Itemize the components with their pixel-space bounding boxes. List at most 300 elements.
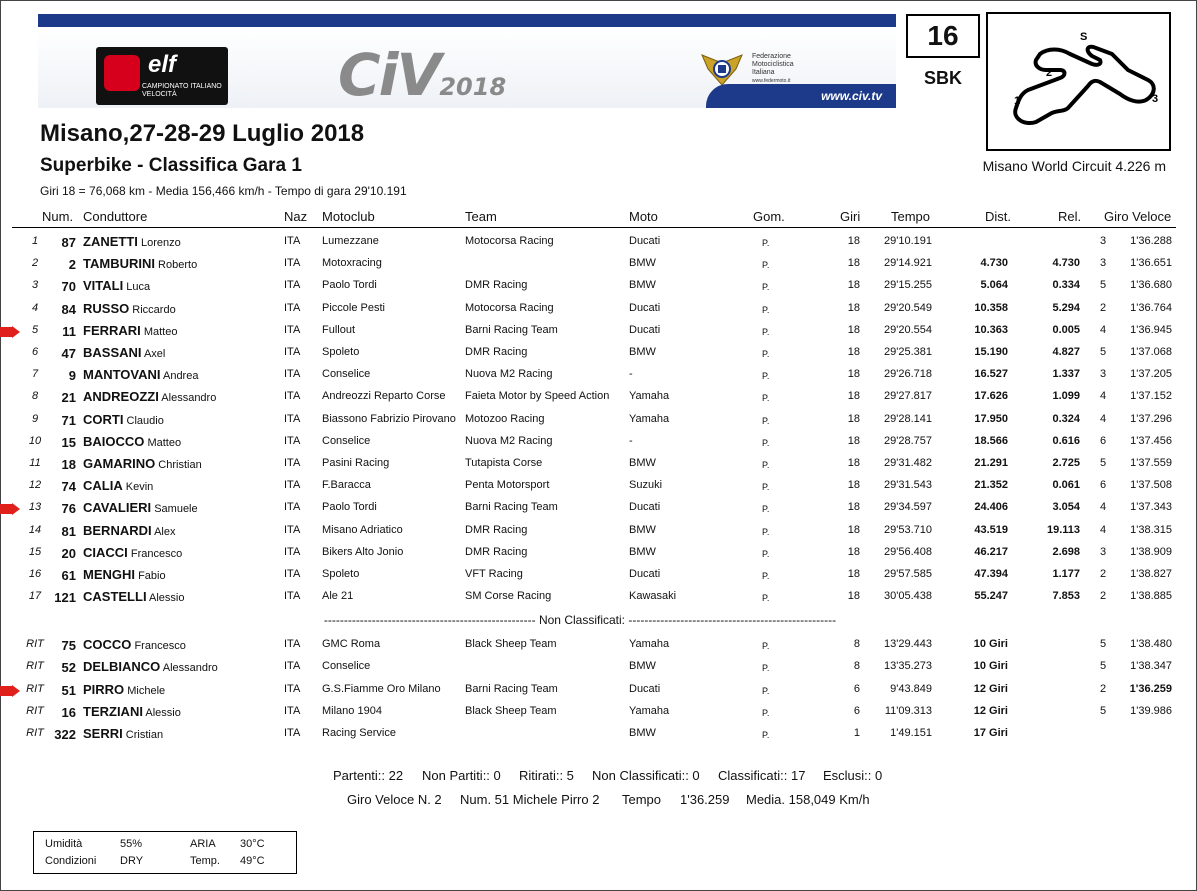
cell-gap: 5.064 <box>980 279 1008 291</box>
col-rider: Conduttore <box>83 209 148 224</box>
cell-rel: 5.294 <box>1052 302 1080 314</box>
cell-club: Fullout <box>322 324 356 336</box>
cell-gap: 17.626 <box>974 390 1008 402</box>
cell-best-lap: 2 <box>1100 683 1107 695</box>
cell-laps: 18 <box>847 390 860 402</box>
cell-tyre: P. <box>762 663 770 673</box>
cell-laps: 18 <box>847 302 860 314</box>
rider-first-name: Alessio <box>149 592 185 604</box>
cell-tyre: P. <box>762 549 770 559</box>
page-title: Misano,27-28-29 Luglio 2018 <box>40 120 365 147</box>
cell-time: 1'49.151 <box>890 727 932 739</box>
cell-rider <box>83 726 163 741</box>
cell-best-lap: 4 <box>1100 524 1107 536</box>
cell-num: 87 <box>61 235 76 250</box>
cell-team: Barni Racing Team <box>465 324 558 336</box>
rider-last-name: BERNARDI <box>83 523 152 538</box>
cell-time: 29'14.921 <box>884 257 932 269</box>
cell-club: Milano 1904 <box>322 705 382 717</box>
cell-best-time: 1'37.296 <box>1130 413 1172 425</box>
cell-gap: 16.527 <box>974 368 1008 380</box>
cell-best-time: 1'36.651 <box>1130 257 1172 269</box>
cell-naz: ITA <box>284 727 301 739</box>
rider-last-name: CAVALIERI <box>83 500 152 515</box>
elf-logo-text: elf <box>148 51 177 78</box>
cell-rel: 1.177 <box>1052 568 1080 580</box>
cell-bike: - <box>629 435 633 447</box>
rider-last-name: TERZIANI <box>83 704 143 719</box>
cell-team: Nuova M2 Racing <box>465 435 553 447</box>
cell-pos: 11 <box>29 457 41 469</box>
cell-rider <box>83 637 186 652</box>
cell-time: 11'09.313 <box>884 705 932 717</box>
fmi-url: www.federmoto.it <box>752 78 791 84</box>
track-label-1: 1 <box>1014 95 1021 107</box>
cell-bike: Suzuki <box>629 479 663 491</box>
cell-pos: 7 <box>31 368 39 380</box>
cell-club: Pasini Racing <box>322 457 390 469</box>
cell-rider <box>83 367 198 382</box>
cell-team: Barni Racing Team <box>465 683 558 695</box>
cell-best-time: 1'36.764 <box>1130 302 1172 314</box>
cell-laps: 18 <box>847 413 860 425</box>
cell-bike: BMW <box>629 346 656 358</box>
rider-last-name: VITALI <box>83 278 124 293</box>
cell-time: 29'26.718 <box>884 368 932 380</box>
cell-best-lap: 4 <box>1100 390 1107 402</box>
cell-bike: Kawasaki <box>629 590 677 602</box>
cell-club: F.Baracca <box>322 479 371 491</box>
cell-best-time: 1'37.508 <box>1130 479 1172 491</box>
circuit-name: Misano World Circuit 4.226 m <box>982 158 1166 174</box>
cell-tyre: P. <box>762 327 770 337</box>
race-info: Giri 18 = 76,068 km - Media 156,466 km/h - Tempo di gara 29'10.191 <box>40 184 407 198</box>
cell-num: 322 <box>54 727 76 742</box>
conditions-label: Condizioni <box>45 855 97 867</box>
cell-pos: 4 <box>31 302 39 314</box>
cell-laps: 6 <box>853 683 860 695</box>
cell-rider <box>83 301 176 316</box>
cell-club: Paolo Tordi <box>322 501 377 513</box>
cell-best-time: 1'37.205 <box>1130 368 1172 380</box>
cell-best-time: 1'36.288 <box>1130 235 1172 247</box>
fastest-lap-tempo: 1'36.259 <box>680 792 730 807</box>
cell-laps: 18 <box>847 546 860 558</box>
cell-laps: 18 <box>847 524 860 536</box>
rider-first-name: Alessandro <box>162 662 218 674</box>
cell-pos: RIT <box>26 660 44 672</box>
cell-time: 9'43.849 <box>890 683 932 695</box>
cell-team: Tutapista Corse <box>465 457 543 469</box>
cell-pos: RIT <box>26 727 44 739</box>
cell-best-time: 1'38.347 <box>1130 660 1172 672</box>
cell-best-time: 1'36.259 <box>1129 683 1172 695</box>
cell-best-lap: 6 <box>1100 435 1107 447</box>
cell-laps: 18 <box>847 279 860 291</box>
cell-tyre: P. <box>762 730 770 740</box>
air-value: 30°C <box>240 838 265 850</box>
rider-first-name: Lorenzo <box>140 237 181 249</box>
cell-best-lap: 6 <box>1100 479 1107 491</box>
cell-rider <box>83 434 181 449</box>
cell-rel: 1.337 <box>1052 368 1080 380</box>
rider-first-name: Francesco <box>134 640 186 652</box>
cell-rider <box>83 545 182 560</box>
cell-best-lap: 5 <box>1100 279 1107 291</box>
cell-laps: 18 <box>847 235 860 247</box>
cell-laps: 18 <box>847 346 860 358</box>
cell-time: 29'28.757 <box>884 435 932 447</box>
cell-club: Lumezzane <box>322 235 379 247</box>
cell-tyre: P. <box>762 438 770 448</box>
cell-time: 13'29.443 <box>884 638 932 650</box>
fastest-lap-label: Giro Veloce N. 2 <box>347 792 442 807</box>
cell-num: 9 <box>68 368 76 383</box>
cell-naz: ITA <box>284 368 301 380</box>
fmi-line-1: Federazione <box>752 53 791 60</box>
cell-pos: 1 <box>31 235 39 247</box>
rider-last-name: SERRI <box>83 726 123 741</box>
cell-tyre: P. <box>762 260 770 270</box>
cell-best-lap: 3 <box>1100 368 1107 380</box>
cell-rel: 1.099 <box>1052 390 1080 402</box>
cell-club: Motoxracing <box>322 257 382 269</box>
col-team: Team <box>465 209 497 224</box>
cell-naz: ITA <box>284 413 301 425</box>
cell-num: 76 <box>61 501 76 516</box>
cell-time: 29'57.585 <box>884 568 932 580</box>
cell-num: 61 <box>61 568 76 583</box>
cell-best-lap: 5 <box>1100 660 1107 672</box>
col-tyre: Gom. <box>753 209 785 224</box>
cell-rider <box>83 589 184 604</box>
cell-laps: 18 <box>847 257 860 269</box>
cell-time: 29'10.191 <box>884 235 932 247</box>
cell-best-time: 1'37.152 <box>1130 390 1172 402</box>
cell-club: Biassono Fabrizio Pirovano <box>322 413 456 425</box>
race-class: SBK <box>923 68 962 88</box>
cell-num: 75 <box>61 638 76 653</box>
cell-time: 29'20.549 <box>884 302 932 314</box>
cell-naz: ITA <box>284 302 301 314</box>
rider-last-name: BASSANI <box>83 345 142 360</box>
cell-gap: 21.352 <box>974 479 1008 491</box>
summary-classificati: Classificati:: 17 <box>718 768 806 783</box>
fmi-text <box>752 53 794 85</box>
summary-partenti: Partenti:: 22 <box>333 768 404 783</box>
cell-gap: 21.291 <box>974 457 1008 469</box>
cell-laps: 18 <box>847 590 860 602</box>
rider-first-name: Fabio <box>138 570 166 582</box>
cell-bike: Ducati <box>629 568 661 580</box>
fmi-line-3: Italiana <box>752 69 775 76</box>
cell-team: DMR Racing <box>465 279 528 291</box>
rider-last-name: CALIA <box>83 478 123 493</box>
cell-naz: ITA <box>284 390 301 402</box>
track-layout-icon <box>988 14 1169 149</box>
cell-pos: 5 <box>31 324 39 336</box>
cell-naz: ITA <box>284 638 301 650</box>
cell-team: DMR Racing <box>465 546 528 558</box>
cell-naz: ITA <box>284 257 301 269</box>
cell-time: 29'27.817 <box>884 390 932 402</box>
track-map <box>986 12 1171 151</box>
cell-club: Misano Adriatico <box>322 524 403 536</box>
cell-best-lap: 3 <box>1100 235 1107 247</box>
cell-gap: 10.363 <box>974 324 1008 336</box>
fastest-lap-media: Media. 158,049 Km/h <box>746 792 870 807</box>
cell-best-lap: 3 <box>1100 257 1107 269</box>
civ-url[interactable]: www.civ.tv <box>706 84 896 108</box>
summary-non-partiti: Non Partiti:: 0 <box>422 768 501 783</box>
rider-first-name: Axel <box>143 348 166 360</box>
cell-laps: 18 <box>847 435 860 447</box>
track-temp-label: Temp. <box>190 855 220 867</box>
rider-first-name: Andrea <box>162 370 199 382</box>
col-naz: Naz <box>284 209 308 224</box>
cell-gap: 4.730 <box>980 257 1008 269</box>
cell-num: 71 <box>61 413 76 428</box>
cell-num: 81 <box>61 524 76 539</box>
cell-tyre: P. <box>762 641 770 651</box>
cell-team: Black Sheep Team <box>465 638 557 650</box>
cell-team: Faieta Motor by Speed Action <box>465 390 610 402</box>
cell-pos: RIT <box>26 638 44 650</box>
cell-tyre: P. <box>762 238 770 248</box>
cell-num: 74 <box>61 479 76 494</box>
cell-bike: Yamaha <box>629 705 670 717</box>
cell-laps: 18 <box>847 479 860 491</box>
cell-club: G.S.Fiamme Oro Milano <box>322 683 441 695</box>
cell-best-time: 1'37.456 <box>1130 435 1172 447</box>
cell-club: Racing Service <box>322 727 396 739</box>
cell-naz: ITA <box>284 546 301 558</box>
cell-tyre: P. <box>762 504 770 514</box>
cell-num: 47 <box>61 346 76 361</box>
cell-rider <box>83 234 181 249</box>
cell-bike: Ducati <box>629 683 661 695</box>
cell-num: 70 <box>61 279 76 294</box>
cell-best-lap: 2 <box>1100 302 1107 314</box>
fmi-emblem-icon <box>700 49 744 89</box>
col-rel: Rel. <box>1058 209 1082 224</box>
cell-rel: 0.324 <box>1052 413 1080 425</box>
cell-pos: 3 <box>31 279 39 291</box>
cell-bike: Ducati <box>629 501 661 513</box>
rider-first-name: Samuele <box>154 503 198 515</box>
cell-best-lap: 4 <box>1100 324 1107 336</box>
cell-time: 29'56.408 <box>884 546 932 558</box>
cell-team: DMR Racing <box>465 524 528 536</box>
cell-rider <box>83 704 181 719</box>
rider-last-name: RUSSO <box>83 301 130 316</box>
cell-time: 29'34.597 <box>884 501 932 513</box>
cell-team: DMR Racing <box>465 346 528 358</box>
cell-best-lap: 2 <box>1100 568 1107 580</box>
col-num: Num. <box>42 209 74 224</box>
cell-team: Motocorsa Racing <box>465 235 554 247</box>
cell-rel: 2.725 <box>1052 457 1080 469</box>
cell-team: Penta Motorsport <box>465 479 550 491</box>
rider-first-name: Riccardo <box>132 304 176 316</box>
rider-first-name: Christian <box>158 459 202 471</box>
cell-best-time: 1'36.680 <box>1130 279 1172 291</box>
rider-first-name: Luca <box>126 281 151 293</box>
cell-best-lap: 4 <box>1100 501 1107 513</box>
cell-num: 51 <box>61 683 76 698</box>
cell-naz: ITA <box>284 235 301 247</box>
cell-rel: 3.054 <box>1052 501 1080 513</box>
cell-rider <box>83 659 218 674</box>
civ-logo-text: CiV <box>338 41 440 108</box>
cell-best-time: 1'37.343 <box>1130 501 1172 513</box>
cell-best-time: 1'38.827 <box>1130 568 1172 580</box>
cell-bike: Ducati <box>629 302 661 314</box>
cell-naz: ITA <box>284 457 301 469</box>
humidity-label: Umidità <box>45 838 83 850</box>
cell-club: Conselice <box>322 368 371 380</box>
cell-bike: BMW <box>629 457 656 469</box>
rider-last-name: CORTI <box>83 412 124 427</box>
col-gap: Dist. <box>985 209 1011 224</box>
cell-team: SM Corse Racing <box>465 590 552 602</box>
cell-rel: 0.334 <box>1052 279 1080 291</box>
cell-rider <box>83 345 165 360</box>
cell-naz: ITA <box>284 435 301 447</box>
rider-first-name: Roberto <box>158 259 198 271</box>
cell-gap: 17.950 <box>974 413 1008 425</box>
elf-civ-logo <box>96 47 228 105</box>
cell-time: 29'53.710 <box>884 524 932 536</box>
logo-subtitle: CAMPIONATO ITALIANO VELOCITÀ <box>142 83 222 98</box>
rider-first-name: Cristian <box>125 729 164 741</box>
cell-rider <box>83 278 150 293</box>
rider-last-name: MANTOVANI <box>83 367 161 382</box>
rider-first-name: Kevin <box>125 481 154 493</box>
cell-time: 30'05.438 <box>884 590 932 602</box>
cell-bike: BMW <box>629 660 656 672</box>
cell-rider <box>83 256 197 271</box>
civ-logo-year: 2018 <box>439 73 507 101</box>
rider-last-name: CASTELLI <box>83 589 147 604</box>
col-best: Giro Veloce <box>1104 209 1172 224</box>
cell-rel: 0.005 <box>1052 324 1080 336</box>
cell-num: 20 <box>61 546 76 561</box>
cell-naz: ITA <box>284 346 301 358</box>
cell-laps: 18 <box>847 501 860 513</box>
civ-logo <box>338 41 506 108</box>
cell-tyre: P. <box>762 282 770 292</box>
cell-laps: 8 <box>853 660 860 672</box>
rider-last-name: TAMBURINI <box>83 256 155 271</box>
cell-time: 29'31.482 <box>884 457 932 469</box>
cell-team: Barni Racing Team <box>465 501 558 513</box>
cell-rider <box>83 478 153 493</box>
cell-gap: 10 Giri <box>973 660 1008 672</box>
cell-time: 29'28.141 <box>884 413 932 425</box>
cell-best-lap: 2 <box>1100 590 1107 602</box>
cell-num: 15 <box>61 435 76 450</box>
cell-laps: 6 <box>853 705 860 717</box>
cell-rider <box>83 500 198 515</box>
cell-bike: Yamaha <box>629 413 670 425</box>
cell-club: Conselice <box>322 435 371 447</box>
cell-tyre: P. <box>762 371 770 381</box>
cell-best-lap: 3 <box>1100 546 1107 558</box>
cell-pos: 8 <box>31 390 39 402</box>
rider-last-name: BAIOCCO <box>83 434 145 449</box>
cell-pos: 6 <box>31 346 39 358</box>
rider-first-name: Alessio <box>145 707 181 719</box>
cell-bike: BMW <box>629 524 656 536</box>
cell-club: Paolo Tordi <box>322 279 377 291</box>
rider-first-name: Claudio <box>126 415 164 427</box>
cell-pos: 12 <box>28 479 42 491</box>
cell-naz: ITA <box>284 501 301 513</box>
cell-tyre: P. <box>762 482 770 492</box>
track-temp-value: 49°C <box>240 855 265 867</box>
fastest-lap-rider: Num. 51 Michele Pirro 2 <box>460 792 600 807</box>
cell-naz: ITA <box>284 660 301 672</box>
cell-rel: 4.827 <box>1052 346 1080 358</box>
cell-tyre: P. <box>762 305 770 315</box>
cell-rider <box>83 523 175 538</box>
cell-num: 16 <box>61 705 76 720</box>
col-club: Motoclub <box>322 209 375 224</box>
cell-bike: BMW <box>629 546 656 558</box>
cell-bike: Ducati <box>629 324 661 336</box>
cell-time: 13'35.273 <box>884 660 932 672</box>
header-divider <box>12 227 1176 228</box>
track-label-3: 3 <box>1152 93 1159 105</box>
cell-team: Motocorsa Racing <box>465 302 554 314</box>
cell-time: 29'25.381 <box>884 346 932 358</box>
cell-team: Black Sheep Team <box>465 705 557 717</box>
cell-rel: 19.113 <box>1046 524 1080 536</box>
summary-non-classificati: Non Classificati:: 0 <box>592 768 700 783</box>
cell-rider <box>83 682 165 697</box>
header-banner <box>38 14 896 108</box>
cell-num: 121 <box>54 590 76 605</box>
cell-pos: 9 <box>31 413 39 425</box>
cell-pos: 14 <box>28 524 42 536</box>
cell-bike: Ducati <box>629 235 661 247</box>
cell-num: 84 <box>61 302 76 317</box>
cell-rider <box>83 412 164 427</box>
cell-laps: 8 <box>853 638 860 650</box>
nonclass-separator: ----------------------------------------------------- Non Classificati: ---------------------------------------------------- <box>323 613 837 627</box>
fastest-lap-tempo-label: Tempo <box>622 792 662 807</box>
cell-best-lap: 4 <box>1100 413 1107 425</box>
cell-tyre: P. <box>762 349 770 359</box>
cell-best-lap: 5 <box>1100 638 1107 650</box>
cell-gap: 15.190 <box>974 346 1008 358</box>
race-number: 16 <box>906 14 980 58</box>
cell-naz: ITA <box>284 479 301 491</box>
summary-ritirati: Ritirati:: 5 <box>519 768 574 783</box>
rider-first-name: Francesco <box>130 548 183 560</box>
cell-rider <box>83 323 177 338</box>
rider-last-name: MENGHI <box>83 567 135 582</box>
cell-bike: BMW <box>629 279 656 291</box>
cell-naz: ITA <box>284 590 301 602</box>
cell-naz: ITA <box>284 279 301 291</box>
cell-gap: 24.406 <box>974 501 1008 513</box>
cell-laps: 18 <box>847 568 860 580</box>
cell-rider <box>83 456 202 471</box>
cell-best-lap: 5 <box>1100 457 1107 469</box>
cell-pos: 13 <box>28 501 42 513</box>
